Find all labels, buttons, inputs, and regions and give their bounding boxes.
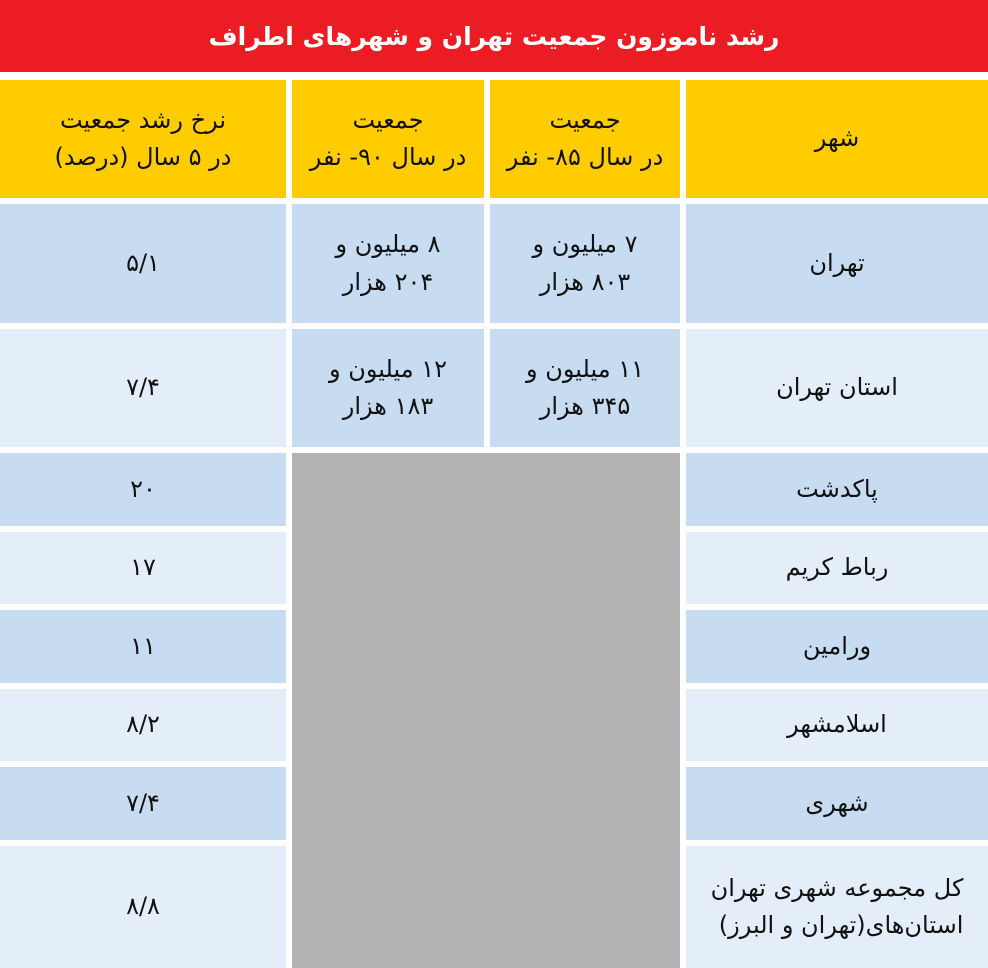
table-title: رشد ناموزون جمعیت تهران و شهرهای اطراف <box>0 0 988 72</box>
row-city-label: استان تهران <box>776 373 898 402</box>
table-row-city <box>686 689 988 761</box>
table-row-city <box>686 610 988 683</box>
table-row-city <box>686 453 988 526</box>
table-row-growth <box>0 329 286 447</box>
table-row-city <box>686 532 988 604</box>
row-city-label: شهری <box>805 788 869 817</box>
table-row-growth <box>0 846 286 968</box>
row-city-label: پاکدشت <box>796 474 878 503</box>
table-row-pop85 <box>490 204 680 323</box>
header-pop90-line1: جمعیت <box>352 105 424 134</box>
header-pop85-line1: جمعیت <box>549 105 621 134</box>
row-growth-value: ۱۱ <box>130 631 156 660</box>
table-row-city <box>686 767 988 840</box>
table-row-growth <box>0 767 286 840</box>
header-growth-line1: نرخ رشد جمعیت <box>59 105 227 134</box>
row-growth-value: ۷/۴ <box>126 373 160 402</box>
table-row-growth <box>0 610 286 683</box>
row-growth-value: ۸/۲ <box>126 710 160 739</box>
row-growth-value: ۲۰ <box>130 474 156 503</box>
table-row-growth <box>0 532 286 604</box>
table-row-city <box>686 329 988 447</box>
row-city-label: رباط کریم <box>785 553 889 582</box>
row-growth-value: ۷/۴ <box>126 788 160 817</box>
row-pop90-line2: ۱۸۳ هزار <box>342 392 434 420</box>
header-growth <box>0 80 286 198</box>
table-row-city <box>686 204 988 323</box>
row-city-line2: استان‌های(تهران و البرز) <box>718 911 964 939</box>
row-city-label: اسلامشهر <box>787 710 887 739</box>
row-city-line1: کل مجموعه شهری تهران <box>710 873 964 902</box>
table-row-pop90 <box>292 204 484 323</box>
row-pop85-line2: ۸۰۳ هزار <box>539 267 631 296</box>
row-growth-value: ۱۷ <box>130 553 156 582</box>
header-city-label: شهر <box>814 124 860 153</box>
header-pop85-line2: در سال ۸۵- نفر <box>506 143 664 171</box>
row-pop85-line1: ۷ میلیون و <box>532 230 638 259</box>
row-pop90-line1: ۱۲ میلیون و <box>329 354 447 383</box>
table-row-city <box>686 846 988 968</box>
row-city-label: ورامین <box>802 631 872 660</box>
row-pop85-line2: ۳۴۵ هزار <box>539 392 631 420</box>
table-row-pop85 <box>490 329 680 447</box>
row-pop90-line2: ۲۰۴ هزار <box>342 267 434 296</box>
row-pop90-line1: ۸ میلیون و <box>335 230 441 259</box>
table-row-growth <box>0 453 286 526</box>
row-city-label: تهران <box>809 248 865 277</box>
header-pop90 <box>292 80 484 198</box>
header-city <box>686 80 988 198</box>
header-growth-line2: در ۵ سال (درصد) <box>54 143 232 171</box>
header-pop85 <box>490 80 680 198</box>
row-pop85-line1: ۱۱ میلیون و <box>526 354 644 383</box>
row-growth-value: ۵/۱ <box>126 248 160 277</box>
table-row-pop90 <box>292 329 484 447</box>
table-row-growth <box>0 689 286 761</box>
header-pop90-line2: در سال ۹۰- نفر <box>309 143 467 171</box>
row-growth-value: ۸/۸ <box>126 892 160 921</box>
table-row-growth <box>0 204 286 323</box>
no-data-block <box>292 453 680 968</box>
